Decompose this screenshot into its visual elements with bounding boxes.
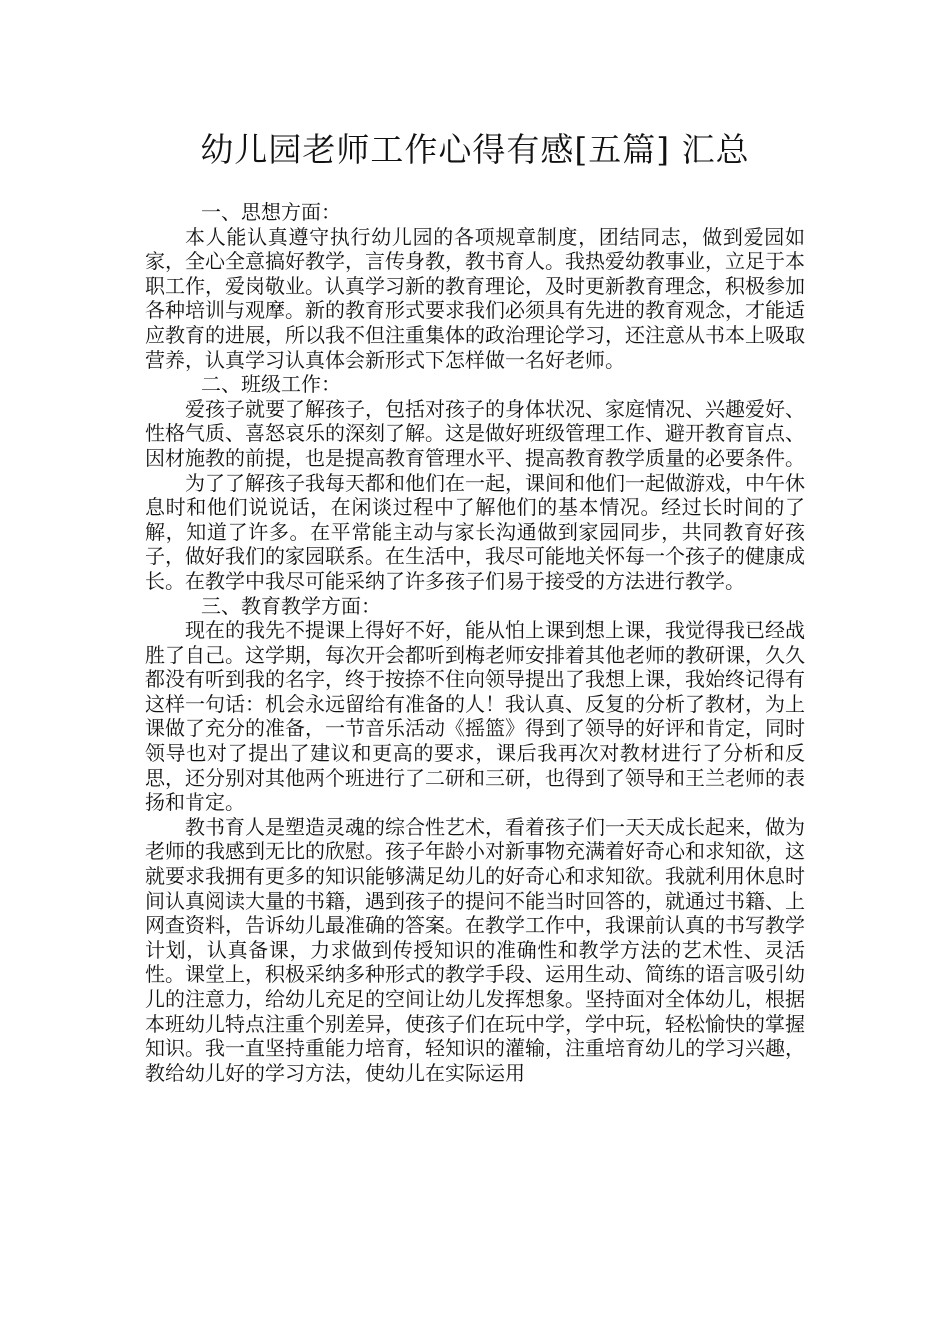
document-title: 幼儿园老师工作心得有感[五篇] 汇总 bbox=[200, 130, 750, 169]
section-heading-teaching: 三、教育教学方面： bbox=[201, 593, 381, 618]
document-body bbox=[145, 200, 805, 1085]
section-heading-class-work: 二、班级工作： bbox=[201, 372, 341, 397]
paragraph: 本人能认真遵守执行幼儿园的各项规章制度，团结同志，做到爱园如家，全心全意搞好教学，言传身教，教书育人。我热爱幼教事业，立足于本职工作，爱岗敬业。认真学习新的教育理论，及时更新教育理念，积极参加各种培训与观摩。新的教育形式要求我们必须具有先进的教育观念，才能适应教育的进展，所以我不但注重集体的政治理论学习，还注意从书本上吸取营养，认真学习认真体会新形式下怎样做一名好老师。 bbox=[145, 224, 805, 372]
paragraph: 爱孩子就要了解孩子，包括对孩子的身体状况、家庭情况、兴趣爱好、性格气质、喜怒哀乐的深刻了解。这是做好班级管理工作、避开教育盲点、因材施教的前提，也是提高教育管理水平、提高教育教学质量的必要条件。 bbox=[145, 396, 805, 470]
paragraph: 现在的我先不提课上得好不好，能从怕上课到想上课，我觉得我已经战胜了自己。这学期，每次开会都听到梅老师安排着其他老师的教研课，久久都没有听到我的名字，终于按捺不住向领导提出了我想上课，我始终记得有这样一句话：机会永远留给有准备的人！我认真、反复的分析了教材，为上课做了充分的准备，一节音乐活动《摇篮》得到了领导的好评和肯定，同时领导也对了提出了建议和更高的要求，课后我再次对教材进行了分析和反思，还分别对其他两个班进行了二研和三研，也得到了领导和王兰老师的表扬和肯定。 bbox=[145, 618, 805, 815]
paragraph: 教书育人是塑造灵魂的综合性艺术，看着孩子们一天天成长起来，做为老师的我感到无比的欣慰。孩子年龄小对新事物充满着好奇心和求知欲，这就要求我拥有更多的知识能够满足幼儿的好奇心和求知欲。我就利用休息时间认真阅读大量的书籍，遇到孩子的提问不能当时回答的，就通过书籍、上网查资料，告诉幼儿最准确的答案。在教学工作中，我课前认真的书写教学计划，认真备课，力求做到传授知识的准确性和教学方法的艺术性、灵活性。课堂上，积极采纳多种形式的教学手段、运用生动、简练的语言吸引幼儿的注意力，给幼儿充足的空间让幼儿发挥想象。坚持面对全体幼儿，根据本班幼儿特点注重个别差异，使孩子们在玩中学，学中玩，轻松愉快的掌握知识。我一直坚持重能力培育，轻知识的灌输，注重培育幼儿的学习兴趣，教给幼儿好的学习方法，使幼儿在实际运用 bbox=[145, 814, 805, 1085]
section-heading-thought: 一、思想方面： bbox=[201, 200, 341, 224]
paragraph: 为了了解孩子我每天都和他们在一起，课间和他们一起做游戏，中午休息时和他们说说话，在闲谈过程中了解他们的基本情况。经过长时间的了解，知道了许多。在平常能主动与家长沟通做到家园同步，共同教育好孩子，做好我们的家园联系。在生活中，我尽可能地关怀每一个孩子的健康成长。在教学中我尽可能采纳了许多孩子们易于接受的方法进行教学。 bbox=[145, 470, 805, 593]
